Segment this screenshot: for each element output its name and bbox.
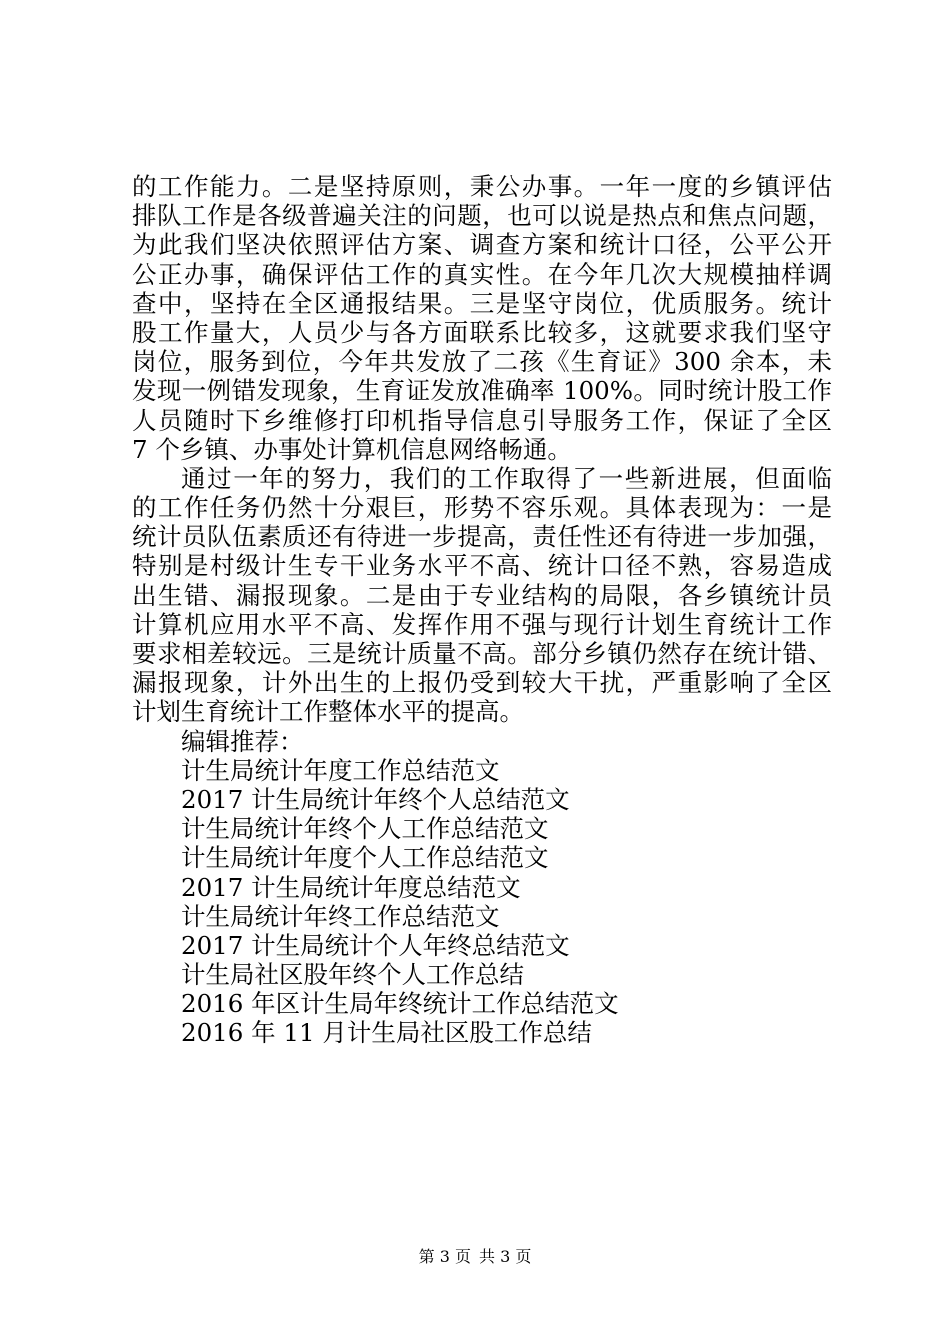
recommend-link[interactable]: 2016 年 11 月计生局社区股工作总结 — [181, 1018, 592, 1048]
recommend-link[interactable]: 2017 计生局统计个人年终总结范文 — [181, 930, 570, 960]
text-line: 出生错、漏报现象。二是由于专业结构的局限，各乡镇统计员 — [132, 580, 832, 610]
text-line: 漏报现象，计外出生的上报仍受到较大干扰，严重影响了全区 — [132, 668, 832, 698]
text-line: 查中，坚持在全区通报结果。三是坚守岗位，优质服务。统计 — [132, 288, 832, 318]
recommend-link[interactable]: 2016 年区计生局年终统计工作总结范文 — [181, 989, 619, 1019]
page-total: 共 3 页 — [479, 1247, 532, 1266]
text-line: 7 个乡镇、办事处计算机信息网络畅通。 — [132, 434, 572, 464]
text-line: 通过一年的努力，我们的工作取得了一些新进展，但面临 — [181, 463, 832, 493]
recommend-section — [132, 727, 832, 1048]
text-line: 为此我们坚决依照评估方案、调查方案和统计口径，公平公开 — [132, 230, 832, 260]
text-line: 人员随时下乡维修打印机指导信息引导服务工作，保证了全区 — [132, 405, 832, 435]
text-line: 计划生育统计工作整体水平的提高。 — [132, 697, 524, 727]
text-line: 的工作能力。二是坚持原则，秉公办事。一年一度的乡镇评估 — [132, 172, 832, 201]
text-line: 特别是村级计生专干业务水平不高、统计口径不熟，容易造成 — [132, 551, 832, 581]
recommend-link[interactable]: 2017 计生局统计年度总结范文 — [181, 872, 521, 902]
recommend-link[interactable]: 2017 计生局统计年终个人总结范文 — [181, 784, 570, 814]
text-line: 发现一例错发现象，生育证发放准确率 100%。同时统计股工作 — [132, 376, 832, 406]
text-line: 排队工作是各级普遍关注的问题，也可以说是热点和焦点问题， — [132, 201, 832, 231]
document-body — [132, 172, 832, 1048]
recommend-link[interactable]: 计生局统计年终个人工作总结范文 — [181, 814, 549, 844]
paragraph-work-measures — [132, 172, 832, 464]
recommend-link[interactable]: 计生局社区股年终个人工作总结 — [181, 960, 524, 990]
text-line: 要求相差较远。三是统计质量不高。部分乡镇仍然存在统计错、 — [132, 639, 832, 668]
text-line: 统计员队伍素质还有待进一步提高，责任性还有待进一步加强， — [132, 522, 832, 552]
text-line: 公正办事，确保评估工作的真实性。在今年几次大规模抽样调 — [132, 259, 832, 289]
recommend-link[interactable]: 计生局统计年度个人工作总结范文 — [181, 843, 549, 873]
recommend-link[interactable]: 计生局统计年终工作总结范文 — [181, 901, 500, 931]
text-line: 股工作量大，人员少与各方面联系比较多，这就要求我们坚守 — [132, 317, 832, 347]
paragraph-problems — [132, 464, 832, 727]
page-number: 第 3 页 — [418, 1247, 471, 1266]
page-footer — [0, 1247, 950, 1267]
recommend-link[interactable]: 计生局统计年度工作总结范文 — [181, 755, 500, 785]
text-line: 的工作任务仍然十分艰巨，形势不容乐观。具体表现为：一是 — [132, 493, 832, 523]
recommend-heading: 编辑推荐： — [181, 726, 304, 756]
text-line: 岗位，服务到位，今年共发放了二孩《生育证》300 余本，未 — [132, 347, 832, 377]
text-line: 计算机应用水平不高、发挥作用不强与现行计划生育统计工作 — [132, 609, 832, 639]
